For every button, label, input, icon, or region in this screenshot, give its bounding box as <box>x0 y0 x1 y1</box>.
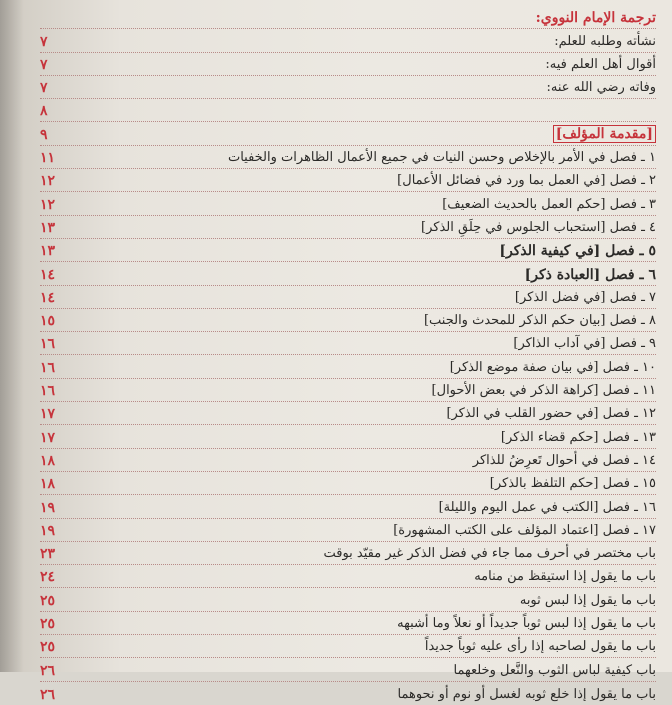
table-of-contents <box>40 6 656 705</box>
toc-entry-title: أقوال أهل العلم فيه: <box>545 56 656 72</box>
toc-page-number: ١٦ <box>40 383 56 400</box>
toc-page-number: ٩ <box>40 126 48 143</box>
toc-row <box>40 425 656 448</box>
toc-entry-title: ١٦ ـ فصل [الكتب في عمل اليوم والليلة] <box>438 499 656 515</box>
toc-page-number: ٢٥ <box>40 639 56 656</box>
toc-entry-title: [مقدمة المؤلف] <box>553 125 656 143</box>
toc-row <box>40 519 656 542</box>
toc-entry-title: ١١ ـ فصل [كراهة الذكر في بعض الأحوال] <box>431 383 656 399</box>
toc-entry-title: ٣ ـ فصل [حكم العمل بالحديث الضعيف] <box>442 196 656 212</box>
toc-page-number: ٢٥ <box>40 592 56 609</box>
toc-row <box>40 53 656 76</box>
toc-page-number: ١٤ <box>40 289 56 306</box>
toc-row <box>40 332 656 355</box>
toc-entry-title: باب ما يقول إذا لبس ثوباً جديداً أو نعلاً وما أشبهه <box>397 616 656 632</box>
toc-page-number: ٧ <box>40 80 48 97</box>
toc-row <box>40 29 656 52</box>
toc-row <box>40 169 656 192</box>
toc-entry-title: نشأته وطلبه للعلم: <box>554 33 656 49</box>
toc-row <box>40 216 656 239</box>
toc-page-number: ٧ <box>40 56 48 73</box>
toc-entry-title: ٢ ـ فصل [في العمل بما ورد في فضائل الأعمال] <box>397 173 656 189</box>
toc-page-number: ١٢ <box>40 196 56 213</box>
toc-row <box>40 286 656 309</box>
toc-entry-title: باب مختصر في أحرف مما جاء في فضل الذكر غير مقيّد بوقت <box>323 546 656 562</box>
toc-row <box>40 76 656 99</box>
toc-row <box>40 122 656 145</box>
toc-row <box>40 262 656 285</box>
page-gutter-shadow <box>0 0 24 672</box>
toc-row <box>40 402 656 425</box>
toc-row <box>40 565 656 588</box>
toc-page-number: ٧ <box>40 33 48 50</box>
toc-entry-title: ٧ ـ فصل [في فضل الذكر] <box>514 289 656 305</box>
toc-entry-title: باب ما يقول لصاحبه إذا رأى عليه ثوباً جديداً <box>424 639 656 655</box>
toc-page-number: ١٣ <box>40 219 56 236</box>
toc-row <box>40 192 656 215</box>
toc-entry-title: ١٤ ـ فصل في أحوال تَعرِضُ للذاكر <box>472 452 656 468</box>
toc-row <box>40 472 656 495</box>
toc-row <box>40 309 656 332</box>
toc-entry-title: ١٢ ـ فصل [في حضور القلب في الذكر] <box>446 406 656 422</box>
toc-row <box>40 588 656 611</box>
toc-row <box>40 99 656 122</box>
toc-row <box>40 239 656 262</box>
toc-entry-title: باب ما يقول إذا استيقظ من منامه <box>474 569 656 585</box>
toc-page-number: ٢٦ <box>40 662 56 679</box>
toc-entry-title: ١ ـ فصل في الأمر بالإخلاص وحسن النيات في جميع الأعمال الظاهرات والخفيات <box>227 150 656 166</box>
toc-page-number: ١٨ <box>40 476 56 493</box>
toc-row <box>40 658 656 681</box>
toc-page-number: ١٧ <box>40 406 56 423</box>
toc-page-number: ١٧ <box>40 429 56 446</box>
toc-page-number: ١٣ <box>40 243 56 260</box>
toc-entry-title: ١٠ ـ فصل [في بيان صفة موضع الذكر] <box>449 359 656 375</box>
toc-page-number: ١٦ <box>40 336 56 353</box>
toc-entry-title: وفاته رضي الله عنه: <box>546 80 656 96</box>
toc-page-number: ١٦ <box>40 359 56 376</box>
toc-page-number: ٢٣ <box>40 546 56 563</box>
toc-entry-title: ٩ ـ فصل [في آداب الذاكر] <box>513 336 656 352</box>
toc-page-number: ٢٦ <box>40 686 56 703</box>
toc-entry-title: ٤ ـ فصل [استحباب الجلوس في حِلَقِ الذكر] <box>421 219 656 235</box>
toc-entry-title: ترجمة الإمام النووي: <box>535 10 656 27</box>
toc-page-number: ١٩ <box>40 499 56 516</box>
toc-row <box>40 6 656 29</box>
toc-row <box>40 635 656 658</box>
toc-entry-title: باب كيفية لباس الثوب والنَّعل وخلعهما <box>453 662 656 678</box>
toc-page-number: ٢٤ <box>40 569 56 586</box>
toc-row <box>40 355 656 378</box>
toc-row <box>40 682 656 705</box>
toc-page-number: ١٤ <box>40 266 56 283</box>
toc-page-number: ١٢ <box>40 173 56 190</box>
toc-page-number: ٨ <box>40 103 48 120</box>
toc-row <box>40 449 656 472</box>
toc-entry-title: ٦ ـ فصل [العبادة ذكر] <box>524 266 656 283</box>
toc-row <box>40 612 656 635</box>
toc-row <box>40 542 656 565</box>
toc-page-number: ٢٥ <box>40 616 56 633</box>
toc-page-number: ١٩ <box>40 522 56 539</box>
toc-page-number: ١٥ <box>40 313 56 330</box>
toc-page-number: ١١ <box>40 150 56 167</box>
toc-row <box>40 379 656 402</box>
toc-row <box>40 495 656 518</box>
toc-entry-title: ١٥ ـ فصل [حكم التلفظ بالذكر] <box>489 476 656 492</box>
toc-entry-title: ١٣ ـ فصل [حكم قضاء الذكر] <box>500 429 656 445</box>
toc-entry-title: ٨ ـ فصل [بيان حكم الذكر للمحدث والجنب] <box>423 313 656 329</box>
toc-entry-title: ١٧ ـ فصل [اعتماد المؤلف على الكتب المشهورة] <box>393 522 656 538</box>
toc-row <box>40 146 656 169</box>
toc-entry-title: ٥ ـ فصل [في كيفية الذكر] <box>499 243 656 260</box>
toc-entry-title: باب ما يقول إذا خلع ثوبه لغسل أو نوم أو نحوهما <box>397 686 656 702</box>
toc-entry-title: باب ما يقول إذا لبس ثوبه <box>519 592 656 608</box>
toc-page-number: ١٨ <box>40 452 56 469</box>
